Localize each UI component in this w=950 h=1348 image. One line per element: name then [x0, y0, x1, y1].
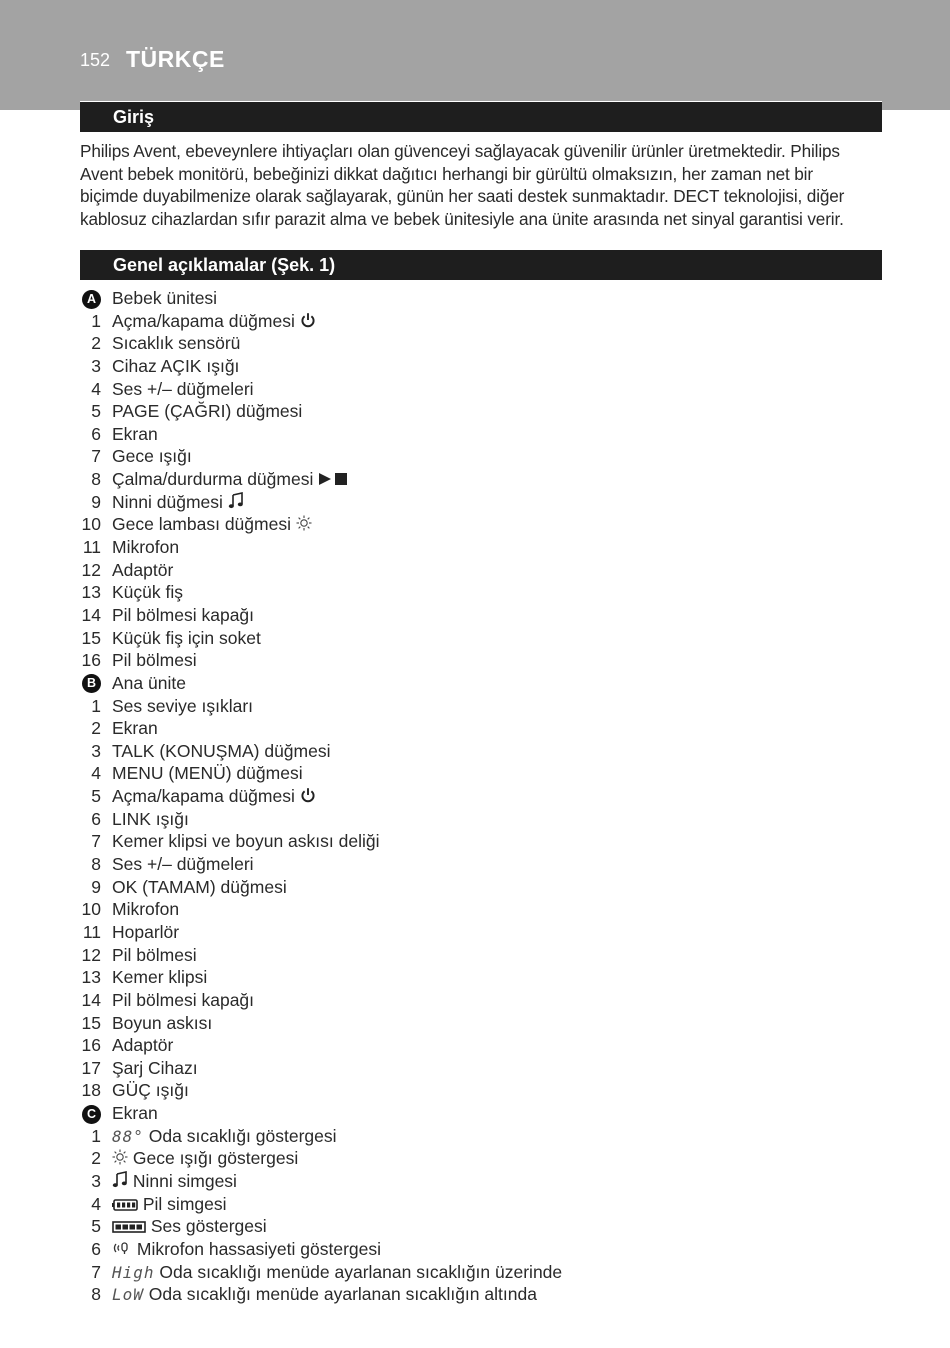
- list-item: [0, 695, 950, 718]
- intro-line: biçimde duyabilmenize olarak sağlayarak, günün her saati destek sunmaktadır. DECT teknolojisi, diğer: [80, 186, 845, 207]
- item-text: Ses seviye ışıkları: [112, 695, 254, 716]
- power-icon: [300, 786, 316, 809]
- intro-paragraph: [80, 140, 885, 230]
- item-number: 10: [81, 899, 101, 920]
- item-text-wrap: [112, 581, 183, 604]
- item-text-wrap: [112, 717, 158, 740]
- item-text: Ses göstergesi: [150, 1216, 267, 1237]
- item-number: 5: [91, 786, 101, 807]
- list-item: [0, 491, 950, 514]
- item-text-wrap: [112, 853, 254, 876]
- item-number: 12: [81, 944, 101, 965]
- list-item: [0, 1261, 950, 1284]
- item-text-wrap: [112, 1057, 198, 1080]
- group-badge: B: [82, 674, 101, 693]
- item-text: Kemer klipsi: [112, 967, 208, 988]
- list-item: [0, 1193, 950, 1216]
- group-heading: [0, 1102, 950, 1125]
- item-number: 14: [81, 604, 101, 625]
- item-number: 7: [91, 446, 101, 467]
- page-number: 152: [80, 50, 111, 70]
- item-text-wrap: [112, 898, 179, 921]
- section-heading-intro: [80, 102, 882, 132]
- list-item: [0, 400, 950, 423]
- night-light-icon: [112, 1148, 128, 1171]
- item-text: GÜÇ ışığı: [112, 1080, 189, 1101]
- high-segment-icon: High: [112, 1262, 155, 1282]
- item-text-wrap: [112, 808, 189, 831]
- item-number: 6: [91, 808, 101, 829]
- item-text: Çalma/durdurma düğmesi: [112, 469, 314, 490]
- low-segment-icon: LoW: [112, 1285, 144, 1305]
- item-number: 4: [91, 378, 101, 399]
- item-number: 11: [82, 921, 101, 942]
- list-item: [0, 898, 950, 921]
- item-text: Ninni simgesi: [132, 1170, 237, 1191]
- list-item: [0, 944, 950, 967]
- list-item: [0, 355, 950, 378]
- item-text: Açma/kapama düğmesi: [112, 310, 295, 331]
- item-number: 13: [81, 967, 101, 988]
- item-text: LINK ışığı: [112, 808, 189, 829]
- list-item: [0, 536, 950, 559]
- item-text: Mikrofon: [112, 899, 180, 920]
- item-text: Kemer klipsi ve boyun askısı deliği: [112, 831, 380, 852]
- item-text: Ekran: [112, 423, 158, 444]
- item-text: Mikrofon hassasiyeti göstergesi: [136, 1238, 382, 1259]
- item-text: Gece lambası düğmesi: [112, 514, 291, 535]
- item-text: Pil bölmesi kapağı: [112, 604, 255, 625]
- temperature-digits-icon: 88°: [112, 1126, 144, 1146]
- night-light-icon: [296, 514, 312, 537]
- list-item: [0, 513, 950, 536]
- list-item: [0, 332, 950, 355]
- item-number: 14: [81, 989, 101, 1010]
- item-text: Küçük fiş için soket: [112, 627, 261, 648]
- group-label: Ekran: [112, 1103, 158, 1124]
- list-item: [0, 966, 950, 989]
- item-text-wrap: [112, 785, 316, 809]
- list-item: [0, 1170, 950, 1193]
- item-number: 16: [81, 1035, 101, 1056]
- list-item: [0, 649, 950, 672]
- item-text-wrap: [112, 559, 173, 582]
- page-footer: [0, 1330, 950, 1340]
- volume-bar-icon: [112, 1216, 146, 1239]
- item-text: Ses +/– düğmeleri: [112, 854, 254, 875]
- section-title: Genel açıklamalar (Şek. 1): [113, 255, 336, 275]
- group-badge: C: [82, 1105, 101, 1124]
- list-item: [0, 445, 950, 468]
- item-text-wrap: [112, 1283, 537, 1307]
- item-number: 1: [91, 1125, 101, 1146]
- item-text-wrap: [112, 536, 179, 559]
- item-text-wrap: [112, 400, 302, 423]
- list-item: [0, 1147, 950, 1170]
- item-text: Açma/kapama düğmesi: [112, 786, 295, 807]
- item-text: Boyun askısı: [112, 1012, 213, 1033]
- item-text: Cihaz AÇIK ışığı: [112, 355, 240, 376]
- item-text: OK (TAMAM) düğmesi: [112, 876, 287, 897]
- list-item: [0, 1012, 950, 1035]
- list-item: [0, 559, 950, 582]
- item-text: TALK (KONUŞMA) düğmesi: [112, 740, 331, 761]
- section-heading-general: [80, 250, 882, 280]
- item-number: 4: [91, 763, 101, 784]
- item-text-wrap: [112, 1079, 189, 1102]
- item-text: Pil bölmesi: [112, 650, 197, 671]
- list-item: [0, 378, 950, 401]
- item-text: Gece ışığı göstergesi: [132, 1148, 299, 1169]
- item-text: Adaptör: [112, 559, 174, 580]
- item-number: 5: [91, 401, 101, 422]
- item-text-wrap: [112, 966, 207, 989]
- list-item: [0, 1034, 950, 1057]
- item-number: 6: [91, 423, 101, 444]
- item-text-wrap: [112, 1193, 227, 1217]
- item-text: Mikrofon: [112, 537, 180, 558]
- item-text: MENU (MENÜ) düğmesi: [112, 763, 303, 784]
- item-text: Oda sıcaklığı göstergesi: [148, 1125, 337, 1146]
- item-text-wrap: [112, 627, 261, 650]
- group-heading: [0, 287, 950, 310]
- item-text-wrap: [112, 445, 192, 468]
- list-item: [0, 921, 950, 944]
- item-text-wrap: [112, 491, 244, 515]
- item-number: 3: [91, 355, 101, 376]
- item-text: Pil bölmesi: [112, 944, 197, 965]
- item-number: 3: [91, 1170, 101, 1191]
- list-item: [0, 1283, 950, 1306]
- item-text-wrap: [112, 1238, 381, 1262]
- item-number: 4: [91, 1193, 101, 1214]
- parts-list: [0, 287, 950, 1306]
- list-item: [0, 627, 950, 650]
- section-title: Giriş: [113, 107, 155, 127]
- item-text: Ekran: [112, 718, 158, 739]
- item-text-wrap: [112, 921, 179, 944]
- item-number: 17: [81, 1057, 101, 1078]
- item-number: 8: [91, 469, 101, 490]
- item-text: Pil simgesi: [142, 1193, 227, 1214]
- mic-sensitivity-icon: [112, 1239, 132, 1262]
- group-label: Bebek ünitesi: [112, 288, 218, 308]
- intro-line: Philips Avent, ebeveynlere ihtiyaçları olan güvenceyi sağlayacak güvenilir ürünler üretmektedir. Philips: [80, 141, 840, 161]
- list-item: [0, 1079, 950, 1102]
- list-item: [0, 717, 950, 740]
- item-number: 10: [81, 514, 101, 535]
- list-item: [0, 468, 950, 491]
- item-text: Oda sıcaklığı menüde ayarlanan sıcaklığın altında: [148, 1284, 537, 1305]
- list-item: [0, 762, 950, 785]
- power-icon: [300, 311, 316, 334]
- list-item: [0, 310, 950, 333]
- list-item: [0, 423, 950, 446]
- list-item: [0, 808, 950, 831]
- item-number: 2: [91, 718, 101, 739]
- music-note-icon: [228, 492, 244, 515]
- item-number: 13: [81, 582, 101, 603]
- list-item: [0, 830, 950, 853]
- item-number: 6: [91, 1238, 101, 1259]
- item-text: Şarj Cihazı: [112, 1057, 198, 1078]
- item-text: Pil bölmesi kapağı: [112, 989, 255, 1010]
- intro-line: Avent bebek monitörü, bebeğinizi dikkat dağıtıcı herhangi bir gürültü olmaksızın, her zaman net bir: [80, 163, 813, 184]
- item-text-wrap: [112, 604, 254, 627]
- list-item: [0, 1125, 950, 1148]
- item-text: Hoparlör: [112, 921, 180, 942]
- item-number: 5: [91, 1216, 101, 1237]
- item-text-wrap: [112, 1147, 298, 1171]
- list-item: [0, 989, 950, 1012]
- item-number: 11: [82, 537, 101, 558]
- list-item: [0, 853, 950, 876]
- item-text: Adaptör: [112, 1035, 174, 1056]
- item-text-wrap: [112, 310, 316, 334]
- item-text-wrap: [112, 989, 254, 1012]
- item-text: Gece ışığı: [112, 446, 192, 467]
- item-text-wrap: [112, 1012, 212, 1035]
- item-text-wrap: [112, 762, 303, 785]
- group-heading: [0, 672, 950, 695]
- item-number: 9: [91, 491, 101, 512]
- language-title: TÜRKÇE: [126, 46, 225, 72]
- item-text-wrap: [112, 1261, 562, 1285]
- item-number: 1: [91, 310, 101, 331]
- item-number: 18: [81, 1080, 101, 1101]
- intro-line: kablosuz cihazlardan sıfır parazit alma ve bebek ünitesiyle ana ünite arasında net sinyal garantisi verir.: [80, 208, 844, 229]
- list-item: [0, 785, 950, 808]
- item-number: 2: [91, 1148, 101, 1169]
- item-text-wrap: [112, 740, 330, 763]
- item-text-wrap: [112, 332, 240, 355]
- item-text: Küçük fiş: [112, 582, 183, 603]
- item-text-wrap: [112, 876, 287, 899]
- list-item: [0, 1057, 950, 1080]
- item-number: 8: [91, 854, 101, 875]
- music-note-icon: [112, 1171, 128, 1194]
- item-text: PAGE (ÇAĞRI) düğmesi: [112, 401, 303, 422]
- item-text-wrap: [112, 468, 350, 492]
- item-text-wrap: [112, 649, 197, 672]
- item-text-wrap: [112, 830, 379, 853]
- list-item: [0, 581, 950, 604]
- item-number: 15: [81, 627, 101, 648]
- list-item: [0, 740, 950, 763]
- item-text-wrap: [112, 378, 254, 401]
- group-badge: A: [82, 290, 101, 309]
- list-item: [0, 1215, 950, 1238]
- item-number: 3: [91, 740, 101, 761]
- item-text-wrap: [112, 1215, 267, 1239]
- list-item: [0, 1238, 950, 1261]
- item-number: 2: [91, 333, 101, 354]
- item-text: Sıcaklık sensörü: [112, 333, 241, 354]
- item-text: Ninni düğmesi: [112, 491, 223, 512]
- item-text-wrap: [112, 1125, 337, 1149]
- list-item: [0, 876, 950, 899]
- list-item: [0, 604, 950, 627]
- item-text-wrap: [112, 513, 312, 537]
- item-text-wrap: [112, 355, 239, 378]
- item-number: 7: [91, 831, 101, 852]
- item-number: 15: [81, 1012, 101, 1033]
- item-text-wrap: [112, 1170, 237, 1194]
- item-text-wrap: [112, 423, 158, 446]
- item-text-wrap: [112, 695, 253, 718]
- item-text: Ses +/– düğmeleri: [112, 378, 254, 399]
- item-text: Oda sıcaklığı menüde ayarlanan sıcaklığın üzerinde: [159, 1261, 563, 1282]
- item-text-wrap: [112, 1034, 173, 1057]
- item-number: 1: [91, 695, 101, 716]
- header-band: [0, 0, 950, 110]
- item-number: 12: [81, 559, 101, 580]
- item-number: 9: [91, 876, 101, 897]
- item-number: 8: [91, 1284, 101, 1305]
- play-stop-icon: [318, 469, 350, 492]
- battery-icon: [112, 1194, 138, 1217]
- item-number: 16: [81, 650, 101, 671]
- item-text-wrap: [112, 944, 197, 967]
- group-label: Ana ünite: [112, 672, 186, 693]
- item-number: 7: [91, 1261, 101, 1282]
